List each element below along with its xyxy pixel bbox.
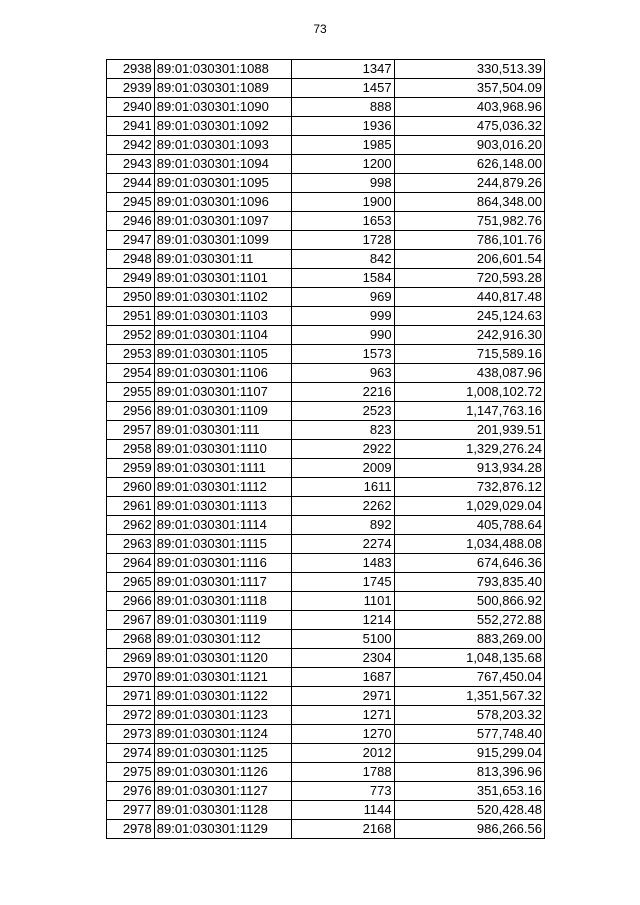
area-cell: 1483 xyxy=(291,554,394,573)
row-number-cell: 2941 xyxy=(107,117,155,136)
table-row xyxy=(107,364,545,383)
table-row xyxy=(107,288,545,307)
cadastral-number-cell: 89:01:030301:1107 xyxy=(154,383,291,402)
cadastral-number-cell: 89:01:030301:1109 xyxy=(154,402,291,421)
row-number-cell: 2962 xyxy=(107,516,155,535)
cadastral-value-cell: 351,653.16 xyxy=(394,782,544,801)
cadastral-value-cell: 793,835.40 xyxy=(394,573,544,592)
cadastral-number-cell: 89:01:030301:1088 xyxy=(154,60,291,79)
cadastral-value-cell: 786,101.76 xyxy=(394,231,544,250)
table-row xyxy=(107,193,545,212)
cadastral-number-cell: 89:01:030301:11 xyxy=(154,250,291,269)
cadastral-number-cell: 89:01:030301:1093 xyxy=(154,136,291,155)
area-cell: 1573 xyxy=(291,345,394,364)
row-number-cell: 2943 xyxy=(107,155,155,174)
cadastral-number-cell: 89:01:030301:1120 xyxy=(154,649,291,668)
cadastral-value-cell: 883,269.00 xyxy=(394,630,544,649)
page-number: 73 xyxy=(313,22,327,36)
cadastral-value-cell: 201,939.51 xyxy=(394,421,544,440)
area-cell: 1687 xyxy=(291,668,394,687)
cadastral-number-cell: 89:01:030301:1125 xyxy=(154,744,291,763)
cadastral-value-cell: 438,087.96 xyxy=(394,364,544,383)
table-row xyxy=(107,782,545,801)
cadastral-number-cell: 89:01:030301:1089 xyxy=(154,79,291,98)
table-row xyxy=(107,459,545,478)
cadastral-value-cell: 244,879.26 xyxy=(394,174,544,193)
table-row xyxy=(107,269,545,288)
cadastral-value-cell: 242,916.30 xyxy=(394,326,544,345)
area-cell: 888 xyxy=(291,98,394,117)
cadastral-value-cell: 245,124.63 xyxy=(394,307,544,326)
cadastral-number-cell: 89:01:030301:1090 xyxy=(154,98,291,117)
cadastral-value-cell: 751,982.76 xyxy=(394,212,544,231)
table-row xyxy=(107,611,545,630)
cadastral-number-cell: 89:01:030301:1115 xyxy=(154,535,291,554)
row-number-cell: 2977 xyxy=(107,801,155,820)
area-cell: 2168 xyxy=(291,820,394,839)
row-number-cell: 2969 xyxy=(107,649,155,668)
cadastral-number-cell: 89:01:030301:1117 xyxy=(154,573,291,592)
row-number-cell: 2939 xyxy=(107,79,155,98)
cadastral-number-cell: 89:01:030301:1111 xyxy=(154,459,291,478)
row-number-cell: 2960 xyxy=(107,478,155,497)
cadastral-value-cell: 1,147,763.16 xyxy=(394,402,544,421)
cadastral-number-cell: 89:01:030301:1096 xyxy=(154,193,291,212)
table-row xyxy=(107,725,545,744)
area-cell: 5100 xyxy=(291,630,394,649)
cadastral-value-cell: 330,513.39 xyxy=(394,60,544,79)
area-cell: 963 xyxy=(291,364,394,383)
cadastral-number-cell: 89:01:030301:1128 xyxy=(154,801,291,820)
cadastral-number-cell: 89:01:030301:1110 xyxy=(154,440,291,459)
table-row xyxy=(107,136,545,155)
table-row xyxy=(107,402,545,421)
cadastral-value-cell: 913,934.28 xyxy=(394,459,544,478)
row-number-cell: 2964 xyxy=(107,554,155,573)
row-number-cell: 2974 xyxy=(107,744,155,763)
cadastral-number-cell: 89:01:030301:1124 xyxy=(154,725,291,744)
table-row xyxy=(107,592,545,611)
cadastral-value-cell: 732,876.12 xyxy=(394,478,544,497)
row-number-cell: 2955 xyxy=(107,383,155,402)
cadastral-number-cell: 89:01:030301:1103 xyxy=(154,307,291,326)
area-cell: 1985 xyxy=(291,136,394,155)
table-body xyxy=(107,60,545,839)
row-number-cell: 2959 xyxy=(107,459,155,478)
area-cell: 823 xyxy=(291,421,394,440)
table-row xyxy=(107,326,545,345)
table-row xyxy=(107,668,545,687)
cadastral-value-cell: 552,272.88 xyxy=(394,611,544,630)
row-number-cell: 2952 xyxy=(107,326,155,345)
table-row xyxy=(107,573,545,592)
cadastral-number-cell: 89:01:030301:1129 xyxy=(154,820,291,839)
cadastral-number-cell: 89:01:030301:111 xyxy=(154,421,291,440)
area-cell: 1214 xyxy=(291,611,394,630)
cadastral-number-cell: 89:01:030301:1102 xyxy=(154,288,291,307)
cadastral-value-cell: 720,593.28 xyxy=(394,269,544,288)
parcel-table xyxy=(106,59,545,839)
row-number-cell: 2949 xyxy=(107,269,155,288)
row-number-cell: 2973 xyxy=(107,725,155,744)
table-row xyxy=(107,630,545,649)
table-row xyxy=(107,744,545,763)
area-cell: 2262 xyxy=(291,497,394,516)
row-number-cell: 2940 xyxy=(107,98,155,117)
row-number-cell: 2965 xyxy=(107,573,155,592)
area-cell: 1745 xyxy=(291,573,394,592)
cadastral-value-cell: 1,329,276.24 xyxy=(394,440,544,459)
row-number-cell: 2966 xyxy=(107,592,155,611)
cadastral-number-cell: 89:01:030301:1123 xyxy=(154,706,291,725)
cadastral-number-cell: 89:01:030301:1116 xyxy=(154,554,291,573)
cadastral-value-cell: 403,968.96 xyxy=(394,98,544,117)
row-number-cell: 2945 xyxy=(107,193,155,212)
row-number-cell: 2951 xyxy=(107,307,155,326)
table-row xyxy=(107,801,545,820)
cadastral-number-cell: 89:01:030301:1094 xyxy=(154,155,291,174)
cadastral-value-cell: 1,008,102.72 xyxy=(394,383,544,402)
area-cell: 1900 xyxy=(291,193,394,212)
cadastral-number-cell: 89:01:030301:1114 xyxy=(154,516,291,535)
area-cell: 1200 xyxy=(291,155,394,174)
area-cell: 1144 xyxy=(291,801,394,820)
cadastral-value-cell: 1,351,567.32 xyxy=(394,687,544,706)
row-number-cell: 2958 xyxy=(107,440,155,459)
cadastral-number-cell: 89:01:030301:1097 xyxy=(154,212,291,231)
area-cell: 1347 xyxy=(291,60,394,79)
cadastral-value-cell: 674,646.36 xyxy=(394,554,544,573)
area-cell: 2304 xyxy=(291,649,394,668)
area-cell: 2009 xyxy=(291,459,394,478)
area-cell: 1270 xyxy=(291,725,394,744)
table-row xyxy=(107,554,545,573)
row-number-cell: 2967 xyxy=(107,611,155,630)
row-number-cell: 2961 xyxy=(107,497,155,516)
cadastral-number-cell: 89:01:030301:1106 xyxy=(154,364,291,383)
cadastral-number-cell: 89:01:030301:1104 xyxy=(154,326,291,345)
row-number-cell: 2968 xyxy=(107,630,155,649)
table-row xyxy=(107,98,545,117)
table-row xyxy=(107,345,545,364)
table-row xyxy=(107,440,545,459)
area-cell: 990 xyxy=(291,326,394,345)
row-number-cell: 2976 xyxy=(107,782,155,801)
cadastral-number-cell: 89:01:030301:1101 xyxy=(154,269,291,288)
cadastral-value-cell: 357,504.09 xyxy=(394,79,544,98)
area-cell: 773 xyxy=(291,782,394,801)
cadastral-value-cell: 440,817.48 xyxy=(394,288,544,307)
area-cell: 1101 xyxy=(291,592,394,611)
area-cell: 998 xyxy=(291,174,394,193)
area-cell: 969 xyxy=(291,288,394,307)
area-cell: 2971 xyxy=(291,687,394,706)
cadastral-number-cell: 89:01:030301:1119 xyxy=(154,611,291,630)
area-cell: 2274 xyxy=(291,535,394,554)
row-number-cell: 2957 xyxy=(107,421,155,440)
row-number-cell: 2963 xyxy=(107,535,155,554)
table-row xyxy=(107,117,545,136)
cadastral-number-cell: 89:01:030301:1118 xyxy=(154,592,291,611)
cadastral-value-cell: 1,034,488.08 xyxy=(394,535,544,554)
cadastral-value-cell: 986,266.56 xyxy=(394,820,544,839)
cadastral-value-cell: 1,048,135.68 xyxy=(394,649,544,668)
cadastral-number-cell: 89:01:030301:112 xyxy=(154,630,291,649)
cadastral-number-cell: 89:01:030301:1105 xyxy=(154,345,291,364)
area-cell: 1936 xyxy=(291,117,394,136)
row-number-cell: 2975 xyxy=(107,763,155,782)
table-row xyxy=(107,478,545,497)
cadastral-value-cell: 578,203.32 xyxy=(394,706,544,725)
row-number-cell: 2971 xyxy=(107,687,155,706)
cadastral-value-cell: 405,788.64 xyxy=(394,516,544,535)
row-number-cell: 2956 xyxy=(107,402,155,421)
cadastral-value-cell: 767,450.04 xyxy=(394,668,544,687)
row-number-cell: 2950 xyxy=(107,288,155,307)
area-cell: 1271 xyxy=(291,706,394,725)
cadastral-number-cell: 89:01:030301:1113 xyxy=(154,497,291,516)
area-cell: 1788 xyxy=(291,763,394,782)
cadastral-value-cell: 903,016.20 xyxy=(394,136,544,155)
row-number-cell: 2948 xyxy=(107,250,155,269)
table-row xyxy=(107,535,545,554)
table-row xyxy=(107,763,545,782)
row-number-cell: 2944 xyxy=(107,174,155,193)
table-row xyxy=(107,307,545,326)
cadastral-number-cell: 89:01:030301:1122 xyxy=(154,687,291,706)
area-cell: 842 xyxy=(291,250,394,269)
row-number-cell: 2954 xyxy=(107,364,155,383)
table-row xyxy=(107,231,545,250)
area-cell: 2922 xyxy=(291,440,394,459)
table-row xyxy=(107,383,545,402)
table-row xyxy=(107,155,545,174)
cadastral-number-cell: 89:01:030301:1099 xyxy=(154,231,291,250)
row-number-cell: 2947 xyxy=(107,231,155,250)
table-row xyxy=(107,516,545,535)
table-row xyxy=(107,60,545,79)
table-row xyxy=(107,174,545,193)
cadastral-value-cell: 577,748.40 xyxy=(394,725,544,744)
table-row xyxy=(107,212,545,231)
table-row xyxy=(107,687,545,706)
row-number-cell: 2970 xyxy=(107,668,155,687)
table-row xyxy=(107,497,545,516)
cadastral-number-cell: 89:01:030301:1092 xyxy=(154,117,291,136)
table-row xyxy=(107,250,545,269)
cadastral-value-cell: 475,036.32 xyxy=(394,117,544,136)
area-cell: 1653 xyxy=(291,212,394,231)
row-number-cell: 2942 xyxy=(107,136,155,155)
row-number-cell: 2953 xyxy=(107,345,155,364)
area-cell: 892 xyxy=(291,516,394,535)
table-row xyxy=(107,79,545,98)
table-row xyxy=(107,820,545,839)
area-cell: 2216 xyxy=(291,383,394,402)
area-cell: 1728 xyxy=(291,231,394,250)
table-row xyxy=(107,421,545,440)
cadastral-number-cell: 89:01:030301:1121 xyxy=(154,668,291,687)
area-cell: 1584 xyxy=(291,269,394,288)
row-number-cell: 2972 xyxy=(107,706,155,725)
row-number-cell: 2978 xyxy=(107,820,155,839)
area-cell: 1457 xyxy=(291,79,394,98)
cadastral-value-cell: 915,299.04 xyxy=(394,744,544,763)
area-cell: 2012 xyxy=(291,744,394,763)
area-cell: 999 xyxy=(291,307,394,326)
cadastral-number-cell: 89:01:030301:1126 xyxy=(154,763,291,782)
cadastral-value-cell: 520,428.48 xyxy=(394,801,544,820)
cadastral-value-cell: 1,029,029.04 xyxy=(394,497,544,516)
row-number-cell: 2938 xyxy=(107,60,155,79)
cadastral-number-cell: 89:01:030301:1127 xyxy=(154,782,291,801)
area-cell: 1611 xyxy=(291,478,394,497)
cadastral-value-cell: 813,396.96 xyxy=(394,763,544,782)
cadastral-value-cell: 715,589.16 xyxy=(394,345,544,364)
cadastral-number-cell: 89:01:030301:1112 xyxy=(154,478,291,497)
table-row xyxy=(107,649,545,668)
cadastral-value-cell: 626,148.00 xyxy=(394,155,544,174)
area-cell: 2523 xyxy=(291,402,394,421)
cadastral-value-cell: 864,348.00 xyxy=(394,193,544,212)
cadastral-number-cell: 89:01:030301:1095 xyxy=(154,174,291,193)
cadastral-value-cell: 500,866.92 xyxy=(394,592,544,611)
table-row xyxy=(107,706,545,725)
cadastral-value-cell: 206,601.54 xyxy=(394,250,544,269)
row-number-cell: 2946 xyxy=(107,212,155,231)
